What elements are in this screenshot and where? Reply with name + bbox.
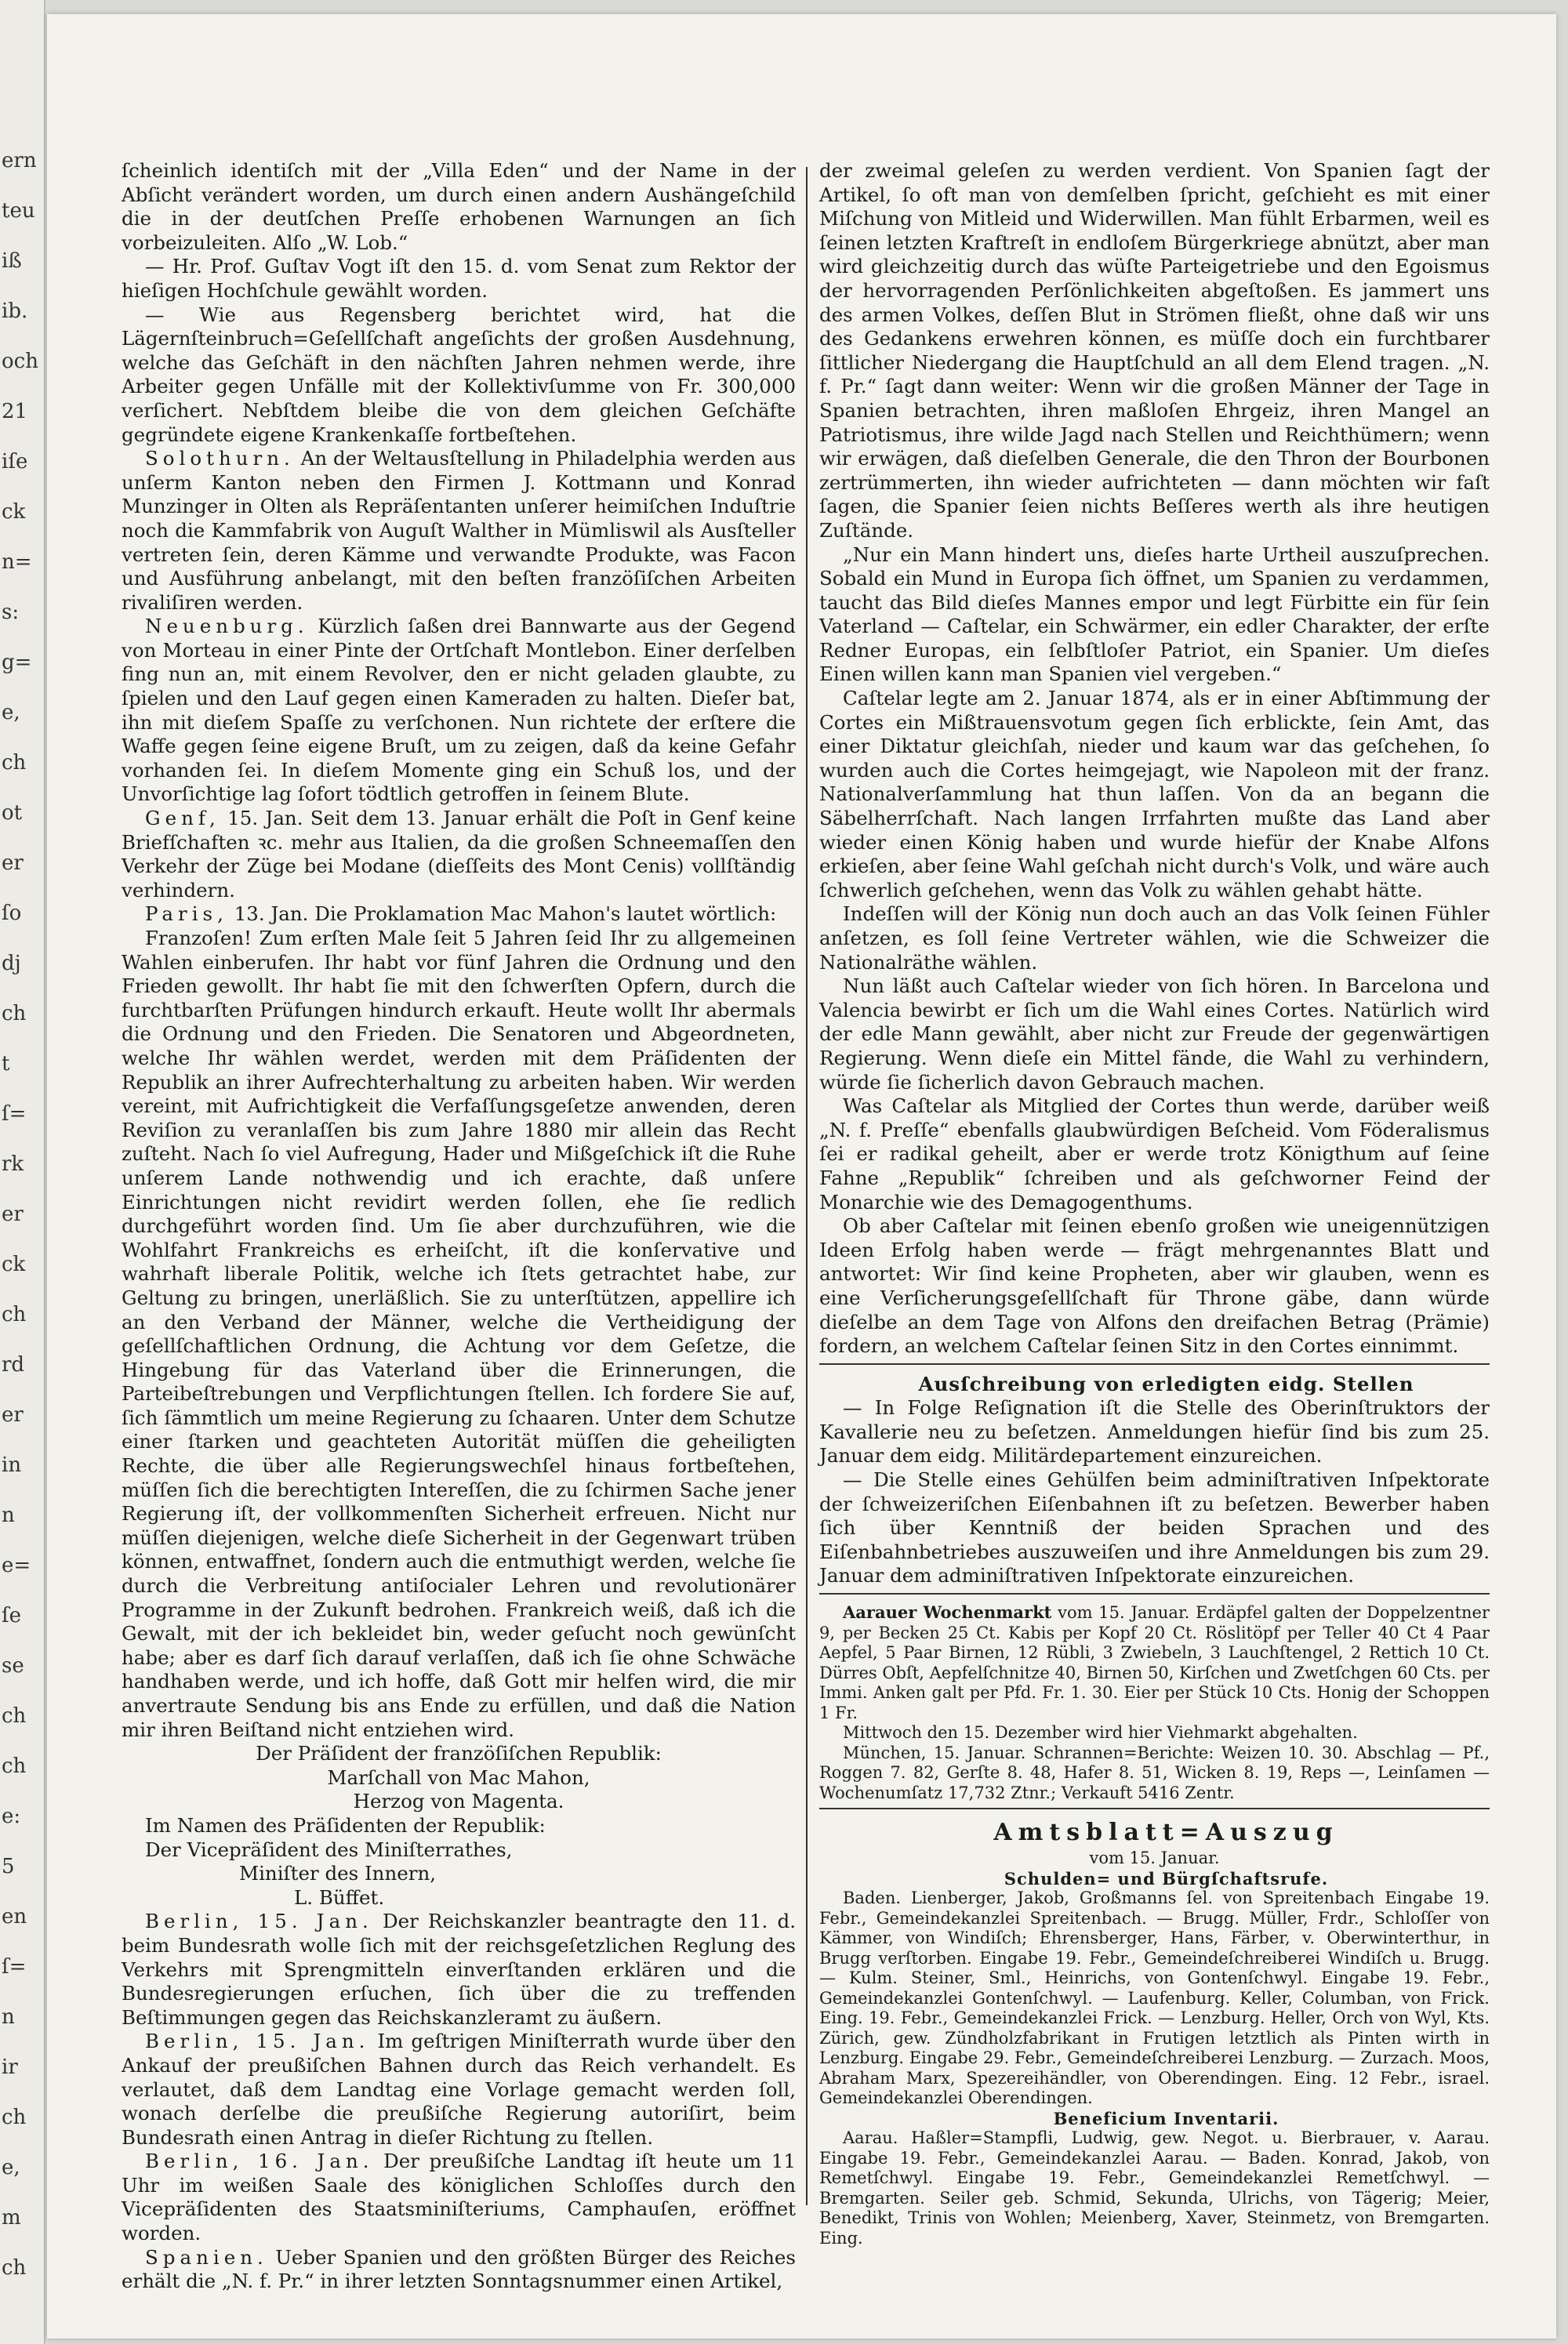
spanien-quote: „Nur ein Mann hindert uns, dieſes harte Urtheil auszuſprechen. Sobald ein Mund in Europa ſich öffnet, um Spanien zu verdammen, taucht das Bild dieſes Mannes empor und legt Fürbitte ein für ſein Vaterland — Caſtelar, ein Schwärmer, ein edler Charakter, der erſte Redner Europas, ein ſelbſtloſer Patriot, ein Spanier. Um dieſes Einen willen kann man Spanien viel vergeben.“	[819, 542, 1490, 686]
signature-line: Miniſter des Innern,	[239, 1862, 437, 1885]
beneficium-text: Aarau. Haßler=Stampfli, Ludwig, gew. Negot. u. Bierbrauer, v. Aarau. Eingabe 19. Febr., Gemeindekanzlei Aarau. — Baden. Konrad, Jakob, von Remetſchwyl. Eingabe 19. Febr., Gemeindekanzlei Remetſchwyl. — Bremgarten. Seiler geb. Schmid, Sekunda, Ulrichs, von Tägerig; Meier, Benedikt, Trinis von Wohlen; Meienberg, Xaver, Steinmetz, von Bremgarten. Eing.	[819, 2128, 1490, 2248]
margin-fragment: n=	[2, 550, 32, 574]
section-rule	[819, 1808, 1490, 1809]
muenchen-schranne: München, 15. Januar. Schrannen=Berichte: Weizen 10. 30. Abschlag — Pf., Roggen 7. 82, Gerſte 8. 48, Hafer 8. 51, Wicken 8. 19, Reps —, Leinſamen — Wochenumſatz 17,732 Ztnr.; Verkauft 5416 Zentr.	[819, 1743, 1490, 1802]
signature-line: Der Vicepräſident des Miniſterrathes,	[145, 1838, 513, 1861]
article-regensberg: — Wie aus Regensberg berichtet wird, hat die Lägernſteinbruch=Geſellſchaft angeſichts der großen Ausdehnung, welche das Geſchäft in den nächſten Jahren nehmen werde, ihre Arbeiter gegen Unfälle mit der Kollektivſumme von Fr. 300,000 verſichert. Nebſtdem bleibe die von dem gleichen Geſchäfte gegründete eigene Krankenkaſſe fortbeſtehen.	[122, 303, 796, 446]
beneficium-heading: Beneficium Inventarii.	[1053, 2108, 1279, 2128]
margin-fragment: s:	[2, 601, 20, 624]
place-heading: Berlin, 16. Jan.	[145, 2150, 374, 2173]
article-berlin-3: Berlin, 16. Jan. Der preußiſche Landtag iſt heute um 11 Uhr im weißen Saale des königlichen Schloſſes durch den Vicepräſidenten des Staatsminiſteriums, Camphauſen, eröffnet worden.	[122, 2150, 796, 2245]
margin-fragment: n	[2, 2005, 15, 2029]
signature-line: L. Büffet.	[294, 1885, 385, 1909]
article-solothurn: Solothurn. An der Weltausſtellung in Philadelphia werden aus unſerm Kanton neben den Firmen J. Kottmann und Konrad Munzinger in Olten als Repräſentanten unſerer heimiſchen Induſtrie noch die Kammfabrik von Auguſt Walther in Mümliswil als Ausſteller vertreten ſein, deren Kämme und verwandte Produkte, was Facon und Ausführung anbelangt, mit den beſten franzöſiſchen Arbeiten rivaliſiren werden.	[122, 447, 796, 614]
right-column	[819, 159, 1490, 2248]
section-rule	[819, 1593, 1490, 1595]
margin-fragment: ch	[2, 2256, 27, 2280]
margin-fragment: ib.	[2, 299, 28, 323]
schulden-text: Baden. Lienberger, Jakob, Großmanns ſel. von Spreitenbach Eingabe 19. Febr., Gemeindekanzlei Spreitenbach. — Brugg. Müller, Frdr., Schloſſer von Kämmer, von Windiſch; Ehrensberger, Hans, Färber, v. Oberwinterthur, in Brugg verſtorben. Eingabe 19. Febr., Gemeindeſchreiberei Windiſch u. Brugg. — Kulm. Steiner, Sml., Heinrichs, von Gontenſchwyl. Eingabe 19. Febr., Gemeindekanzlei Gontenſchwyl. — Laufenburg. Keller, Columban, von Frick. Eing. 19. Febr., Gemeindekanzlei Frick. — Lenzburg. Heller, Orch von Wyl, Kts. Zürich, gew. Zündholzfabrikant in Frutigen letztlich als Pinten wirth in Lenzburg. Eingabe 29. Febr., Gemeindeſchreiberei Lenzburg. — Zurzach. Moos, Abraham Marx, Spezereihändler, von Oberendingen. Eing. 12 Febr., israel. Gemeindekanzlei Oberendingen.	[819, 1889, 1490, 2108]
margin-fragment: 5	[2, 1855, 15, 1878]
margin-fragment: t	[2, 1052, 10, 1076]
margin-fragment: iß	[2, 249, 22, 273]
margin-fragment: n	[2, 1504, 15, 1527]
margin-fragment: e,	[2, 2156, 20, 2179]
amtsblatt-date: vom 15. Januar.	[1089, 1849, 1220, 1868]
wochenmarkt-heading: Aarauer Wochenmarkt	[843, 1602, 1052, 1623]
margin-fragment: ſe	[2, 1604, 22, 1627]
margin-fragment: ck	[2, 500, 26, 524]
article-berlin-2: Berlin, 15. Jan. Im geſtrigen Miniſterrath wurde über den Ankauf der preußiſchen Bahnen durch das Reich verhandelt. Es verlautet, daß dem Landtag eine Vorlage gemacht werden ſoll, wonach derſelbe die preußiſche Regierung autoriſirt, beim Bundesrath einen Antrag in dieſer Richtung zu ſtellen.	[122, 2030, 796, 2149]
margin-fragment: er	[2, 851, 24, 875]
margin-fragment: m	[2, 2206, 21, 2230]
signature-line: Herzog von Magenta.	[353, 1790, 564, 1813]
place-heading: Genf,	[145, 807, 220, 830]
margin-fragment: e=	[2, 1554, 31, 1577]
wochenmarkt: Aarauer Wochenmarkt vom 15. Januar. Erdäpfel galten der Doppelzentner 9, per Becken 25 Ct. Kabis per Kopf 20 Ct. Röslitöpf per Teller 40 Ct 4 Paar Aepfel, 5 Paar Birnen, 12 Rübli, 3 Zwiebeln, 3 Lauchſtengel, 2 Rettich 10 Ct. Dürres Obſt, Aepfelſchnitze 40, Birnen 50, Kirſchen und Zwetſchgen 60 Cts. per Immi. Anken galt per Pfd. Fr. 1. 30. Eier per Stück 10 Cts. Honig der Schoppen 1 Fr.	[819, 1602, 1490, 1722]
margin-fragment: ir	[2, 2056, 18, 2079]
margin-fragment: in	[2, 1453, 22, 1477]
margin-fragment: ſo	[2, 902, 22, 925]
margin-fragment: rk	[2, 1152, 24, 1176]
spanien-cortes: Was Caſtelar als Mitglied der Cortes thun werde, darüber weiß „N. f. Preſſe“ ebenfalls glaubwürdigen Beſcheid. Vom Föderalismus ſei er radikal geheilt, aber er werde trotz Königthum auf ſeine Fahne „Republik“ ſchreiben und als geſchworner Feind der Monarchie wie des Demagogenthums.	[819, 1094, 1490, 1214]
place-heading: Solothurn.	[145, 447, 295, 470]
place-heading: Berlin, 15. Jan.	[145, 1910, 373, 1933]
spanien-continued: der zweimal geleſen zu werden verdient. Von Spanien ſagt der Artikel, ſo oft man von demſelben ſpricht, geſchieht es mit einer Miſchung von Mitleid und Widerwillen. Man fühlt Erbarmen, weil es ſeinen letzten Kraftreſt in endloſem Bürgerkriege abnützt, aber man wird gleichzeitig durch das wüſte Parteigetriebe und den Egoismus der hervorragenden Perſönlichkeiten abgeſtoßen. Es jammert uns des armen Volkes, deſſen Blut in Strömen fließt, ohne daß wir uns des Gedankens erwehren können, es müſſe doch ein furchtbarer ſittlicher Niedergang die Hauptſchuld an all dem Elend tragen. „N. f. Pr.“ ſagt dann weiter: Wenn wir die großen Männer der Tage in Spanien betrachten, ihren maßloſen Ehrgeiz, ihren Mangel an Patriotismus, ihre wilde Jagd nach Stellen und Reichthümern; wenn wir erwägen, daß dieſelben Generale, die den Thron der Bourbonen zertrümmerten, ihn wieder aufrichteten — dann möchten wir faſt ſagen, die Spanier ſeien nichts Beſſeres werth als ihre heutigen Zuſtände.	[819, 159, 1490, 542]
margin-fragment: rd	[2, 1353, 25, 1377]
section-rule	[819, 1363, 1490, 1365]
margin-fragment: er	[2, 1203, 24, 1226]
margin-fragment: e:	[2, 1805, 21, 1828]
place-heading: Paris,	[145, 902, 228, 926]
place-heading: Neuenburg.	[145, 615, 309, 638]
article-genf: Genf, 15. Jan. Seit dem 13. Januar erhält die Poſt in Genf keine Briefſchaften ꝛc. mehr aus Italien, da die großen Schneemaſſen den Verkehr der Züge bei Modane (dieſſeits des Mont Cenis) vollſtändig verhindern.	[122, 807, 796, 902]
margin-fragment: dj	[2, 952, 21, 975]
margin-fragment: g=	[2, 651, 32, 674]
spanien-castelar: Caſtelar legte am 2. Januar 1874, als er in einer Abſtimmung der Cortes ein Mißtrauensvotum gegen ſich erblickte, ſein Amt, das einer Diktatur gleichſah, nieder und kaum war das geſchehen, ſo wurden auch die Cortes heimgejagt, wie Napoleon mit der franz. Nationalverſammlung hat thun laſſen. Von da an begann die Säbelherrſchaft. Nach langen Irrfahrten mußte das Land aber wieder einen König haben und wurde hiefür der Knabe Alfons erkieſen, aber ſeine Wahl geſchah nicht durch's Volk, und wäre auch ſchwerlich geſchehen, wenn das Volk zu wählen gehabt hätte.	[819, 687, 1490, 902]
article-paris: Paris, 13. Jan. Die Proklamation Mac Mahon's lautet wörtlich:	[145, 902, 777, 926]
stellen-heading: Ausſchreibung von erledigten eidg. Stellen	[918, 1372, 1414, 1395]
article-spanien: Spanien. Ueber Spanien und den größten Bürger des Reiches erhält die „N. f. Pr.“ in ihrer letzten Sonntagsnummer einen Artikel,	[122, 2245, 797, 2293]
left-column	[122, 159, 796, 2294]
spanien-erfolg: Ob aber Caſtelar mit ſeinen ebenſo großen wie uneigennützigen Ideen Erfolg haben werde — frägt mehrgenanntes Blatt und antwortet: Wir ſind keine Propheten, aber wir glauben, wenn es eine Verſicherungsgeſellſchaft für Throne gäbe, dann würde dieſelbe an dem Tage von Alfons den dreifachen Betrag (Prämie) fordern, an welchem Caſtelar ſeinen Sitz in den Cortes einnimmt.	[819, 1214, 1490, 1358]
margin-fragment: ch	[2, 1754, 27, 1778]
newspaper-page	[47, 14, 1556, 2339]
margin-fragment: ot	[2, 801, 23, 825]
stelle-eisenbahn: — Die Stelle eines Gehülfen beim adminiſtrativen Inſpektorate der ſchweizeriſchen Eiſenbahnen iſt zu beſetzen. Bewerber haben ſich über Kenntniß der beiden Sprachen und des Eiſenbahnbetriebes auszuweiſen und ihre Anmeldungen bis zum 29. Januar dem adminiſtrativen Inſpektorate einzureichen.	[819, 1468, 1490, 1587]
article-berlin-1: Berlin, 15. Jan. Der Reichskanzler beantragte den 11. d. beim Bundesrath wolle ſich mit der reichsgeſetzlichen Reglung des Verkehrs mit Sprengmitteln einverſtanden erklären und die Bundesregierungen erſuchen, ſich über die zu treffenden Beſtimmungen gegen das Reichskanzleramt zu äußern.	[122, 1910, 796, 2029]
margin-fragment: 21	[2, 400, 28, 423]
signature-line: Der Präſident der franzöſiſchen Republik:	[256, 1742, 662, 1765]
margin-fragment: e,	[2, 701, 20, 724]
margin-fragment: ck	[2, 1253, 26, 1276]
viehmarkt: Mittwoch den 15. Dezember wird hier Viehmarkt abgehalten.	[843, 1723, 1358, 1743]
margin-fragment: teu	[2, 199, 35, 223]
margin-fragment: er	[2, 1403, 24, 1427]
signature-line: Marſchall von Mac Mahon,	[327, 1765, 590, 1789]
margin-fragment: en	[2, 1905, 27, 1929]
place-heading: Berlin, 15. Jan.	[145, 2030, 370, 2053]
adjacent-page-margin	[0, 0, 45, 2344]
margin-fragment: ch	[2, 1002, 27, 1025]
article-rektor: — Hr. Prof. Guſtav Vogt iſt den 15. d. vom Senat zum Rektor der hieſigen Hochſchule gewählt worden.	[122, 255, 796, 302]
article-neuenburg: Neuenburg. Kürzlich ſaßen drei Bannwarte aus der Gegend von Morteau in einer Pinte der Ortſchaft Montlebon. Einer derſelben fing nun an, mit einem Revolver, den er nicht geladen glaubte, zu ſpielen und den Lauf gegen einen Kameraden zu halten. Dieſer bat, ihn mit dieſem Spaſſe zu verſchonen. Nun richtete der erſtere die Waffe gegen ſeine eigene Bruſt, um zu zeigen, daß da keine Gefahr vorhanden ſei. In dieſem Momente ging ein Schuß los, und der Unvorſichtige lag ſofort tödtlich getroffen in ſeinem Blute.	[122, 615, 796, 806]
stelle-kavallerie: — In Folge Reſignation iſt die Stelle des Oberinſtruktors der Kavallerie neu zu beſetzen. Anmeldungen hiefür ſind bis zum 25. Januar dem eidg. Militärdepartement einzureichen.	[819, 1396, 1490, 1468]
margin-fragment: ern	[2, 149, 37, 172]
margin-fragment: ſ=	[2, 1102, 27, 1126]
amtsblatt-heading: Amtsblatt=Auszug	[993, 1819, 1339, 1847]
margin-fragment: ſ=	[2, 1955, 27, 1979]
article-villa-eden: ſcheinlich identiſch mit der „Villa Eden“ und der Name in der Abſicht verändert worden, um durch einen andern Aushängeſchild die in der deutſchen Preſſe erhobenen Warnungen an ſich vorbeizuleiten. Alſo „W. Lob.“	[122, 159, 796, 254]
signature-line: Im Namen des Präſidenten der Republik:	[145, 1813, 546, 1837]
schulden-heading: Schulden= und Bürgſchaftsrufe.	[1004, 1868, 1329, 1889]
spanien-koenig: Indeſſen will der König nun doch auch an das Volk ſeinen Fühler anſetzen, es ſoll ſeine Vertreter wählen, wie die Schweizer die Nationalräthe wählen.	[819, 902, 1490, 974]
margin-fragment: iſe	[2, 450, 28, 474]
margin-fragment: ch	[2, 1303, 27, 1326]
proclamation-text: Franzoſen! Zum erſten Male ſeit 5 Jahren ſeid Ihr zu allgemeinen Wahlen einberufen. Ihr habt vor fünf Jahren die Ordnung und den Frieden gewollt. Ihr habt ſie mit den ſchwerſten Opfern, durch die furchtbarſten Prüfungen hindurch erkauft. Heute wollt Ihr abermals die Ordnung und den Frieden. Die Senatoren und Abgeordneten, welche Ihr wählen werdet, werden mit dem Präſidenten der Republik an ihrer Aufrechterhaltung zu arbeiten haben. Wir werden vereint, mit Aufrichtigkeit die Verfaſſungsgeſetze anwenden, deren Reviſion zu veranlaſſen bis zum Jahre 1880 mir allein das Recht zuſteht. Nach ſo viel Aufregung, Hader und Mißgeſchick iſt die Ruhe unſerem Lande nothwendig und ich erachte, daß unſere Einrichtungen nicht revidirt werden ſollen, ehe ſie redlich durchgeführt worden ſind. Um ſie aber durchzuführen, wie die Wohlfahrt Frankreichs es erheiſcht, iſt die konſervative und wahrhaft liberale Politik, welche ich ſtets getrachtet habe, zur Geltung zu bringen, unerläßlich. Sie zu unterſtützen, appellire ich an den Verband der Männer, welche die Vertheidigung der geſellſchaftlichen Ordnung, die Achtung vor dem Geſetze, die Hingebung für das Vaterland über die Erinnerungen, die Parteibeſtrebungen und Verpflichtungen ſtellen. Ich fordere Sie auf, ſich ſämmtlich um meine Regierung zu ſchaaren. Unter dem Schutze einer ſtarken und geachteten Autorität müſſen die geheiligten Rechte, die über alle Regierungswechſel hinaus fortbeſtehen, müſſen ſich die berechtigten Intereſſen, die zu ſchirmen Sache jener Regierung iſt, der vollkommenſten Sicherheit erfreuen. Nicht nur müſſen diejenigen, welche dieſe Sicherheit in der Gegenwart trüben können, entwaffnet, ſondern auch die entmuthigt werden, welche ſie durch die Verbreitung antiſocialer Lehren und revolutionärer Programme in der Zukunft bedrohen. Frankreich weiß, daß ich die Gewalt, mit der ich bekleidet bin, weder geſucht noch gewünſcht habe; aber es darf ſich darauf verlaſſen, daß ich ſie ohne Schwäche handhaben werde, und ich hoffe, daß Gott mir helfen wird, die mir anvertraute Sendung bis ans Ende zu erfüllen, und daß die Nation mir ihren Beiſtand nicht entziehen wird.	[122, 927, 796, 1741]
spanien-wahl: Nun läßt auch Caſtelar wieder von ſich hören. In Barcelona und Valencia bewirbt er ſich um die Wahl eines Cortes. Natürlich wird der edle Mann gewählt, aber nicht zur Freude der gegenwärtigen Regierung. Wenn dieſe ein Mittel fände, die Wahl zu verhindern, würde ſie ſicherlich davon Gebrauch machen.	[819, 974, 1490, 1094]
margin-fragment: ch	[2, 2106, 27, 2129]
place-heading: Spanien.	[145, 2245, 268, 2269]
margin-fragment: ch	[2, 751, 27, 775]
margin-fragment: ch	[2, 1704, 27, 1728]
margin-fragment: se	[2, 1654, 24, 1678]
margin-fragment: och	[2, 350, 38, 373]
column-divider	[806, 167, 808, 2205]
